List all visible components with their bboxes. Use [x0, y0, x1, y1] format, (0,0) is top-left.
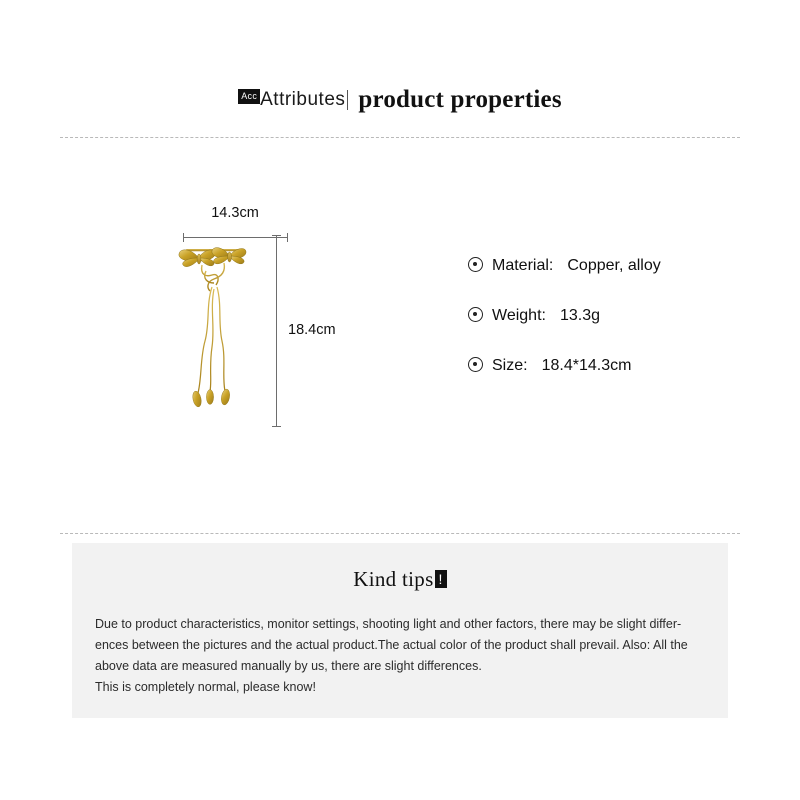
- bullet-icon: [468, 357, 483, 372]
- spec-row-size: [468, 355, 768, 375]
- header-divider-bar: [347, 90, 348, 110]
- divider-top: [60, 137, 740, 138]
- bullet-icon: [468, 307, 483, 322]
- measure-cap-bottom: [272, 426, 281, 427]
- page-header: [0, 86, 800, 114]
- kind-tips-body: [95, 614, 705, 698]
- header-badge: Acc: [238, 89, 260, 104]
- spec-key-weight: Weight:: [492, 307, 546, 324]
- spec-row-weight: [468, 305, 768, 325]
- header-title-cn: Attributes: [260, 89, 346, 110]
- product-image: [172, 231, 272, 431]
- tips-line-1: Due to product characteristics, monitor settings, shooting light and other factors, there may be slight differ-: [95, 617, 682, 631]
- spec-list: [468, 255, 768, 405]
- spec-value-weight: 13.3g: [559, 307, 600, 324]
- spec-key-material: Material:: [492, 257, 554, 274]
- measure-line-v-body: [276, 235, 277, 427]
- spec-key-size: Size:: [492, 357, 528, 374]
- page-title: product properties: [358, 86, 562, 113]
- spec-value-material: Copper, alloy: [567, 257, 661, 274]
- measure-line-vertical: [272, 235, 281, 427]
- bullet-icon: [468, 257, 483, 272]
- tips-line-4: This is completely normal, please know!: [95, 680, 316, 694]
- kind-tips-title-text: Kind tips: [353, 567, 434, 591]
- kind-tips-panel: [72, 543, 728, 718]
- product-dimension-figure: [150, 195, 440, 455]
- spec-row-material: [468, 255, 768, 275]
- dimension-height-label: 18.4cm: [288, 322, 336, 338]
- dimension-width-label: 14.3cm: [211, 205, 259, 221]
- tips-line-3: above data are measured manually by us, there are slight differences.: [95, 659, 482, 673]
- kind-tips-title: [72, 543, 728, 592]
- tips-line-2: ences between the pictures and the actual product.The actual color of the product shall prevail. Also: All the: [95, 638, 688, 652]
- measure-cap-right: [287, 233, 288, 242]
- divider-bottom: [60, 533, 740, 534]
- exclamation-badge: !: [435, 570, 447, 588]
- spec-value-size: 18.4*14.3cm: [541, 357, 632, 374]
